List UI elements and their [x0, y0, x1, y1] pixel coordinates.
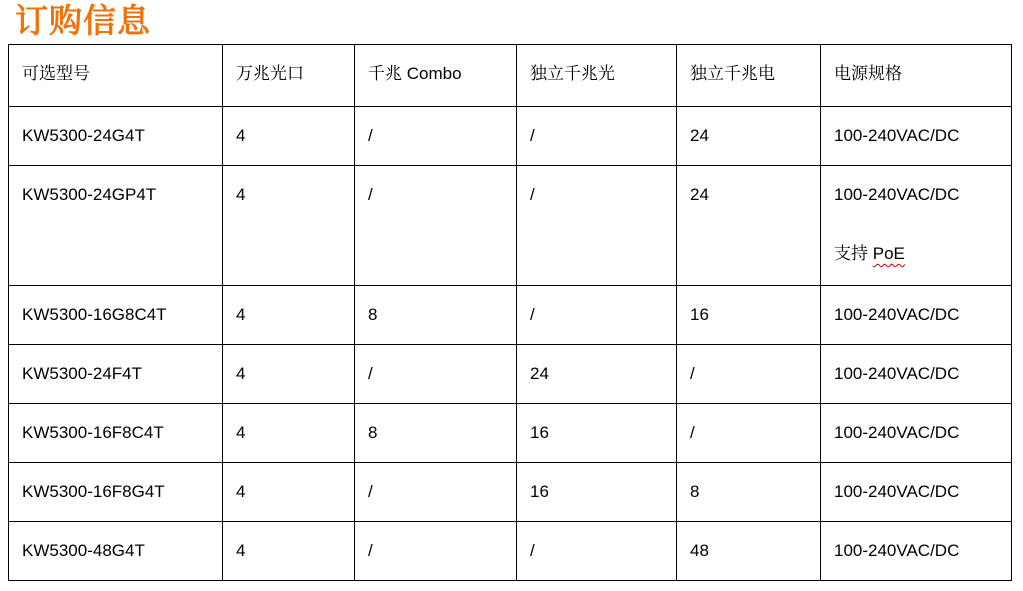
cell-power-spec: 100-240VAC/DC	[821, 286, 1012, 345]
cell-combo: /	[355, 463, 517, 522]
table-row	[9, 286, 1012, 345]
cell-combo: /	[355, 166, 517, 286]
cell-model: KW5300-24F4T	[9, 345, 223, 404]
power-spec-text: 100-240VAC/DC	[834, 185, 960, 204]
header-power-spec: 电源规格	[821, 45, 1012, 107]
cell-1g-copper: /	[677, 404, 821, 463]
cell-power-spec	[821, 166, 1012, 286]
cell-1g-fiber: /	[517, 286, 677, 345]
cell-1g-copper: 24	[677, 166, 821, 286]
ordering-info-table	[8, 44, 1012, 581]
cell-combo: /	[355, 107, 517, 166]
cell-1g-fiber: 24	[517, 345, 677, 404]
cell-10g-fiber: 4	[223, 166, 355, 286]
cell-model: KW5300-16F8G4T	[9, 463, 223, 522]
cell-1g-copper: /	[677, 345, 821, 404]
cell-model: KW5300-24G4T	[9, 107, 223, 166]
cell-10g-fiber: 4	[223, 286, 355, 345]
cell-model: KW5300-16F8C4T	[9, 404, 223, 463]
cell-10g-fiber: 4	[223, 107, 355, 166]
poe-support-note	[834, 243, 1003, 265]
cell-model: KW5300-16G8C4T	[9, 286, 223, 345]
table-row	[9, 463, 1012, 522]
table-row	[9, 522, 1012, 581]
cell-1g-copper: 48	[677, 522, 821, 581]
cell-1g-fiber: 16	[517, 463, 677, 522]
header-1g-copper: 独立千兆电	[677, 45, 821, 107]
cell-power-spec: 100-240VAC/DC	[821, 463, 1012, 522]
header-1g-fiber: 独立千兆光	[517, 45, 677, 107]
cell-1g-copper: 16	[677, 286, 821, 345]
header-combo: 千兆 Combo	[355, 45, 517, 107]
cell-combo: 8	[355, 286, 517, 345]
page-title: 订购信息	[15, 2, 151, 39]
cell-power-spec: 100-240VAC/DC	[821, 404, 1012, 463]
cell-10g-fiber: 4	[223, 463, 355, 522]
cell-combo: /	[355, 522, 517, 581]
cell-1g-fiber: /	[517, 166, 677, 286]
cell-power-spec: 100-240VAC/DC	[821, 345, 1012, 404]
cell-1g-copper: 24	[677, 107, 821, 166]
cell-10g-fiber: 4	[223, 522, 355, 581]
poe-note-prefix: 支持	[834, 244, 873, 263]
cell-power-spec: 100-240VAC/DC	[821, 522, 1012, 581]
cell-10g-fiber: 4	[223, 345, 355, 404]
cell-power-spec: 100-240VAC/DC	[821, 107, 1012, 166]
table-row	[9, 404, 1012, 463]
header-10g-fiber: 万兆光口	[223, 45, 355, 107]
header-row	[9, 45, 1012, 107]
cell-combo: 8	[355, 404, 517, 463]
table-row	[9, 166, 1012, 286]
cell-10g-fiber: 4	[223, 404, 355, 463]
poe-note-term: PoE	[872, 244, 905, 263]
cell-model: KW5300-48G4T	[9, 522, 223, 581]
cell-model: KW5300-24GP4T	[9, 166, 223, 286]
cell-1g-copper: 8	[677, 463, 821, 522]
table-row	[9, 345, 1012, 404]
cell-combo: /	[355, 345, 517, 404]
cell-1g-fiber: 16	[517, 404, 677, 463]
cell-1g-fiber: /	[517, 522, 677, 581]
cell-1g-fiber: /	[517, 107, 677, 166]
header-model: 可选型号	[9, 45, 223, 107]
table-row	[9, 107, 1012, 166]
